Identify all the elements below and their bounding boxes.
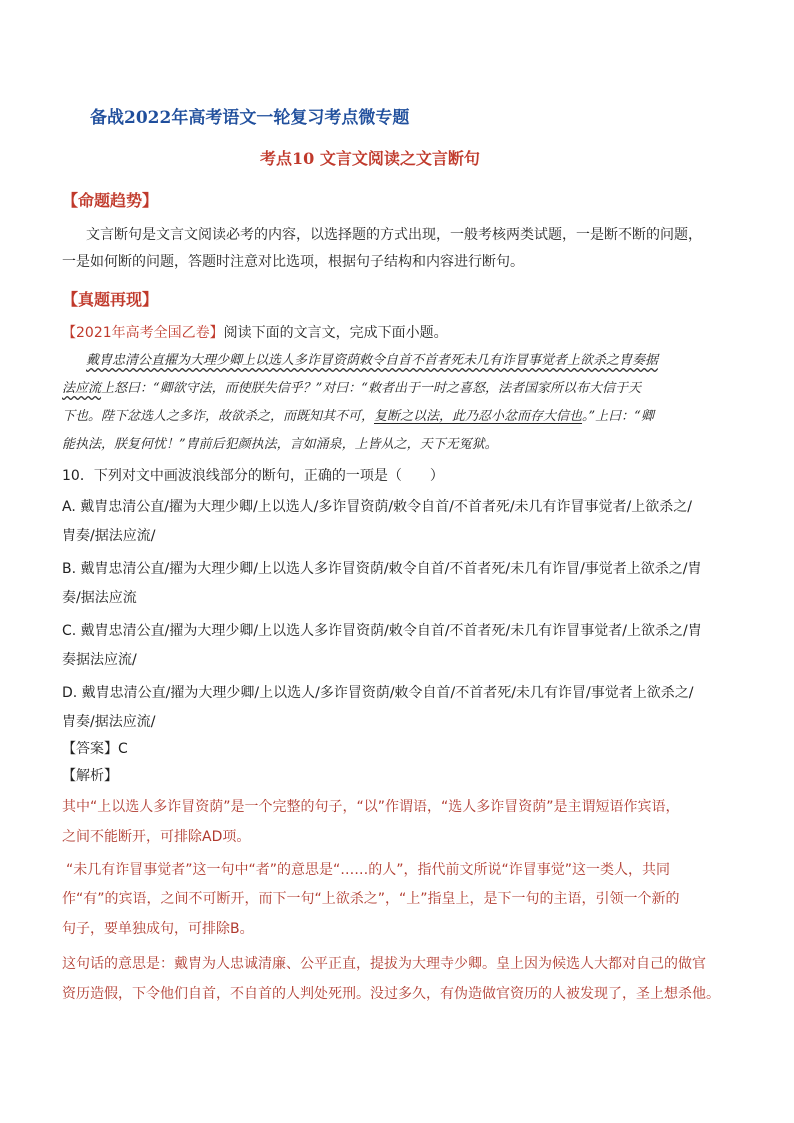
underlined-text: 复断之以法，此乃忍小忿而存大信也	[374, 409, 583, 424]
question-stem: 10．下列对文中画波浪线部分的断句，正确的一项是（ ）	[62, 468, 444, 484]
option-b-line-1: B. 戴胄忠清公直/擢为大理少卿/上以选人多诈冒资荫/敕令自首/不首者死/未几有诈冒/事觉者上欲杀之/胄	[62, 561, 702, 577]
option-a-line-2: 胄奏/据法应流/	[62, 528, 156, 544]
analysis-p2-line-1: “未几有诈冒事觉者”这一句中“者”的意思是“……的人”，指代前文所说“诈冒事觉”这一类人，共同	[66, 862, 671, 878]
passage-line-1	[86, 349, 658, 368]
answer-value: C	[118, 741, 128, 757]
passage-line-3	[62, 405, 654, 424]
passage-line-4: 能执法，朕复何忧！”胄前后犯颜执法，言如涌泉，上皆从之，天下无冤狱。	[62, 437, 498, 452]
analysis-p1-line-1: 其中“上以选人多诈冒资荫”是一个完整的句子，“以”作谓语，“选人多诈冒资荫”是主谓短语作宾语，	[62, 799, 680, 815]
trend-heading: 【命题趋势】	[62, 191, 159, 210]
analysis-p2-line-2: 作“有”的宾语，之间不可断开，而下一句“上欲杀之”，“上”指皇上，是下一句的主语，引领一个新的	[62, 891, 680, 907]
analysis-p1-line-2: 之间不能断开，可排除AD项。	[62, 829, 251, 845]
option-b-line-2: 奏/据法应流	[62, 590, 137, 606]
passage-text: 下也。陛下忿选人之多诈，故欲杀之，而既知其不可，	[62, 409, 375, 424]
analysis-p3-line-2: 资历造假，下令他们自首，不自首的人判处死刑。没过多久，有伪造做官资历的人被发现了，圣上想杀他。	[62, 986, 720, 1002]
main-title: 备战2022年高考语文一轮复习考点微专题	[90, 108, 410, 128]
real-exam-heading: 【真题再现】	[62, 290, 159, 309]
exam-source-line	[62, 322, 448, 342]
analysis-p2-line-3: 句子，要单独成句，可排除B。	[62, 921, 254, 937]
option-a-line-1: A. 戴胄忠清公直/擢为大理少卿/上以选人/多诈冒资荫/敕令自首/不首者死/未几有诈冒事觉者/上欲杀之/	[62, 499, 692, 515]
wavy-underlined-text-end: 法应流	[62, 381, 102, 396]
exam-source-tag: 【2021年高考全国乙卷】	[62, 325, 224, 341]
option-d-line-2: 胄奏/据法应流/	[62, 714, 156, 730]
wavy-underlined-text: 戴胄忠清公直擢为大理少卿上以选人多诈冒资荫敕令自首不首者死未几有诈冒事觉者上欲杀之胄奏据	[86, 353, 659, 368]
option-c-line-2: 奏据法应流/	[62, 652, 137, 668]
answer-line	[62, 738, 128, 758]
analysis-label: 【解析】	[62, 768, 118, 784]
passage-text: 上怒曰：“卿欲守法，而使朕失信乎？”对曰：“敕者出于一时之喜怒，法者国家所以布大信于天	[101, 381, 641, 396]
trend-text-line-1: 文言断句是文言文阅读必考的内容，以选择题的方式出现，一般考核两类试题，一是断不断的问题，	[86, 227, 702, 243]
passage-text: 。”上曰：“卿	[582, 409, 654, 424]
trend-text-line-2: 一是如何断的问题，答题时注意对比选项，根据句子结构和内容进行断句。	[62, 254, 524, 270]
option-c-line-1: C. 戴胄忠清公直/擢为大理少卿/上以选人多诈冒资荫/敕令自首/不首者死/未几有诈冒事觉者/上欲杀之/胄	[62, 623, 702, 639]
analysis-p3-line-1: 这句话的意思是：戴胄为人忠诚清廉、公平正直，提拔为大理寺少卿。皇上因为候选人大都对自己的做官	[62, 956, 706, 972]
passage-line-2	[62, 377, 641, 396]
option-d-line-1: D. 戴胄忠清公直/擢为大理少卿/上以选人/多诈冒资荫/敕令自首/不首者死/未几有诈冒/事觉者上欲杀之/	[62, 685, 694, 701]
exam-instruction: 阅读下面的文言文，完成下面小题。	[223, 325, 448, 341]
topic-title: 考点10 文言文阅读之文言断句	[260, 149, 480, 168]
answer-label: 【答案】	[62, 741, 118, 757]
